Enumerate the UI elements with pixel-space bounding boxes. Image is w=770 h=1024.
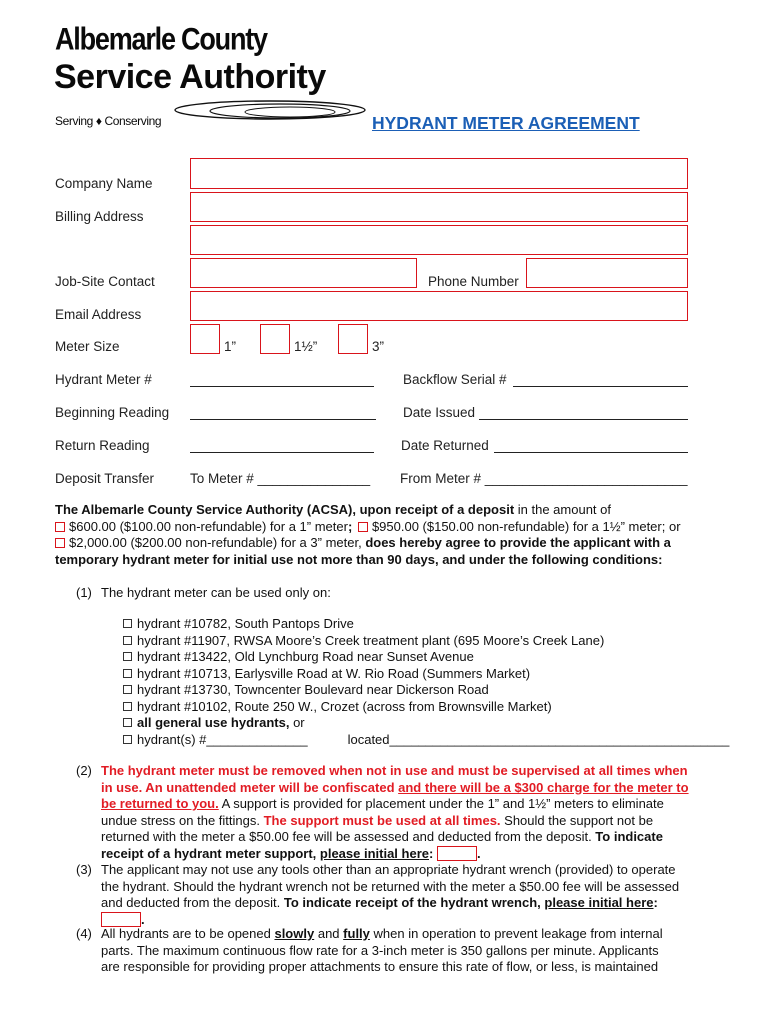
phone-number-label: Phone Number [428,274,519,289]
email-address-label: Email Address [55,307,142,322]
company-name-field[interactable] [190,158,688,189]
meter-1in-label: 1” [224,339,237,354]
backflow-serial-line[interactable] [513,386,688,387]
list-item[interactable]: all general use hydrants, or [123,715,729,732]
meter-3in-label: 3” [372,339,385,354]
list-item[interactable]: hydrant #10713, Earlysville Road at W. Rio Road (Summers Market) [123,666,729,683]
checkbox-icon[interactable] [123,702,132,711]
intro-paragraph [55,502,735,568]
hydrant-meter-label: Hydrant Meter # [55,372,152,387]
to-meter-field[interactable]: To Meter # _______________ [190,471,371,486]
from-meter-field[interactable]: From Meter # ___________________________ [400,471,688,486]
list-item[interactable]: hydrant #10782, South Pantops Drive [123,616,729,633]
company-name-label: Company Name [55,176,153,191]
intro-or: ; or [661,518,681,534]
condition-3-number: (3) [76,862,92,877]
logo-line-2: Service Authority [54,58,326,96]
hydrant-meter-line[interactable] [190,386,374,387]
deposit-600-checkbox[interactable] [55,522,65,532]
list-item[interactable]: hydrant #10102, Route 250 W., Crozet (across from Brownsville Market) [123,699,729,716]
return-reading-line[interactable] [190,452,374,453]
return-reading-label: Return Reading [55,438,150,453]
billing-address-label: Billing Address [55,209,144,224]
date-returned-label: Date Returned [401,438,489,453]
support-initial-field[interactable] [437,846,477,861]
date-issued-line[interactable] [479,419,688,420]
condition-2-number: (2) [76,763,92,778]
checkbox-icon[interactable] [123,619,132,628]
checkbox-icon[interactable] [123,735,132,744]
wrench-initial-field[interactable] [101,912,141,927]
intro-sep: ; [347,518,353,534]
condition-3-text: The applicant may not use any tools other than an appropriate hydrant wrench (provided) to operate the hydrant. Should the hydrant wrench not be returned with the meter a $50.00 fee will be assessed and deducted from the deposit. To indicate receipt of the hydrant wrench, please initial here: . [101,862,680,927]
logo-line-1: Albemarle County [55,22,267,57]
job-site-contact-label: Job-Site Contact [55,274,155,289]
condition-1-text: The hydrant meter can be used only on: [101,585,331,600]
date-returned-line[interactable] [494,452,688,453]
meter-1half-checkbox[interactable] [260,324,290,354]
list-item[interactable]: hydrant #13422, Old Lynchburg Road near Sunset Avenue [123,649,729,666]
deposit-2000-checkbox[interactable] [55,538,65,548]
phone-number-field[interactable] [526,258,688,288]
condition-2-text: The hydrant meter must be removed when not in use and must be supervised at all times when in use. An unattended meter will be confiscated and there will be a $300 charge for the meter to be returned to you. A support is provided for placement under the 1” and 1½” meters to eliminate undue stress on the fittings. The support must be used at all times. Should the support not be returned with the meter a $50.00 fee will be assessed and deducted from the deposit. To indicate receipt of a hydrant meter support, please initial here: . [101,763,689,861]
intro-bold-3: temporary hydrant meter for initial use not more than 90 days, and under the following conditions: [55,551,663,567]
document-title: HYDRANT METER AGREEMENT [372,113,640,133]
billing-address-field-2[interactable] [190,225,688,255]
meter-1half-label: 1½” [294,339,318,354]
list-item[interactable]: hydrant #11907, RWSA Moore’s Creek treatment plant (695 Moore’s Creek Lane) [123,633,729,650]
deposit-transfer-label: Deposit Transfer [55,471,155,486]
intro-bold-2: does hereby agree to provide the applicant with a [361,535,671,550]
checkbox-icon[interactable] [123,652,132,661]
beginning-reading-label: Beginning Reading [55,405,170,420]
deposit-600-text: $600.00 ($100.00 non-refundable) for a 1” meter [69,518,348,534]
condition-1-number: (1) [76,585,92,600]
job-site-contact-field[interactable] [190,258,417,288]
checkbox-icon[interactable] [123,685,132,694]
hydrant-list [123,616,729,748]
logo-tagline: Serving ♦ Conserving [55,114,162,128]
condition-4-text: All hydrants are to be opened slowly and fully when in operation to prevent leakage from internal parts. The maximum continuous flow rate for a 3-inch meter is 350 gallons per minute. Applicants are responsible for providing proper attachments to ensure this rate of flow, or less, is maintained [101,926,663,974]
condition-4-number: (4) [76,926,92,941]
meter-size-label: Meter Size [55,339,120,354]
meter-1in-checkbox[interactable] [190,324,220,354]
intro-normal-1: in the amount of [514,502,611,517]
deposit-2000-text: $2,000.00 ($200.00 non-refundable) for a 3” meter, [69,535,362,550]
billing-address-field-1[interactable] [190,192,688,222]
deposit-950-checkbox[interactable] [358,522,368,532]
meter-3in-checkbox[interactable] [338,324,368,354]
checkbox-icon[interactable] [123,718,132,727]
checkbox-icon[interactable] [123,669,132,678]
email-address-field[interactable] [190,291,688,321]
list-item[interactable]: hydrant(s) #______________ located_______________________________________________ [123,732,729,749]
intro-bold-1: The Albemarle County Service Authority (ACSA), upon receipt of a deposit [55,502,515,517]
date-issued-label: Date Issued [403,405,476,420]
beginning-reading-line[interactable] [190,419,376,420]
backflow-serial-label: Backflow Serial # [403,372,507,387]
checkbox-icon[interactable] [123,636,132,645]
deposit-950-text: $950.00 ($150.00 non-refundable) for a 1½” meter [371,518,662,534]
list-item[interactable]: hydrant #13730, Towncenter Boulevard near Dickerson Road [123,682,729,699]
